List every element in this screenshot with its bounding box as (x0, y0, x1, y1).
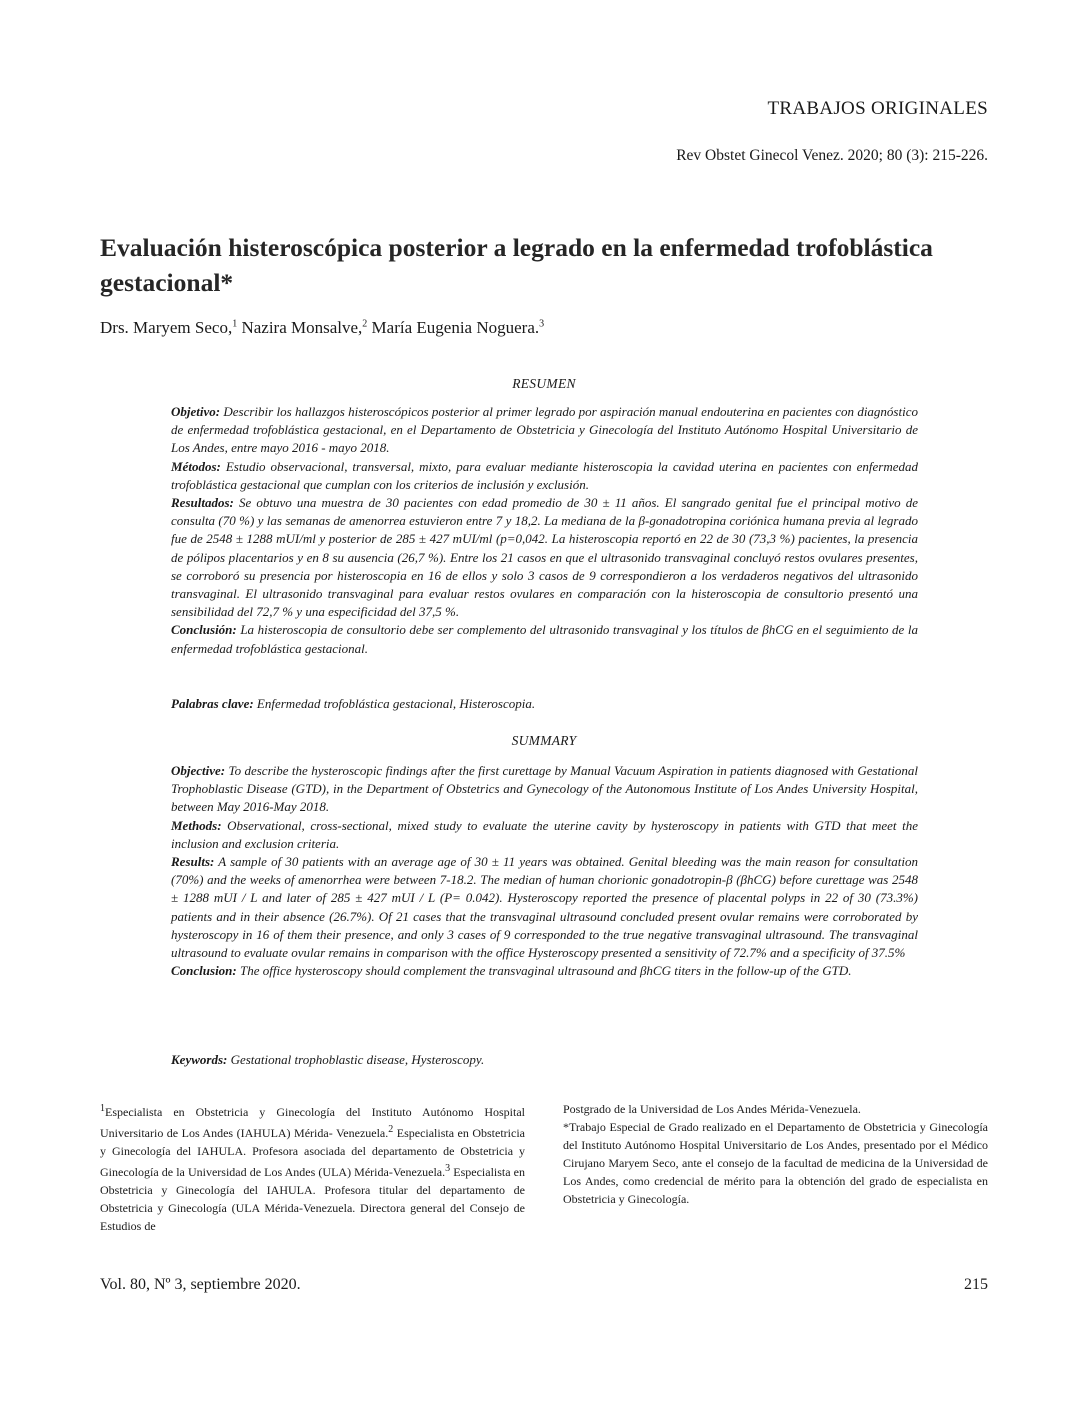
summary-results-label: Results: (171, 854, 215, 870)
author-3-affiliation: 3 (539, 318, 545, 330)
resumen-abstract (171, 403, 918, 658)
resumen-conclusion-label: Conclusión: (171, 622, 237, 638)
resumen-resultados (171, 494, 918, 621)
resumen-resultados-text: Se obtuvo una muestra de 30 pacientes con edad promedio de 30 ± 11 años. El sangrado genital fue el principal motivo de consulta (70 %) y las semanas de amenorrea estuvieron entre 7 y 18,2. La mediana de la β-gonadotropina coriónica humana previa al legrado fue de 2548 ± 1288 mUI/ml y posterior de 285 ± 427 mUI/ml (p=0,042. La histeroscopia reportó en 22 de 30 (73,3 %) pacientes, la presencia de pólipos placentarios y en 8 su ausencia (26,7 %). Entre los 21 casos en que el ultrasonido transvaginal concluyó restos ovulares presentes, se corroboró su presencia por histeroscopia en 16 de ellos y solo 3 casos de 9 correspondieron a los verdaderos negativos del ultrasonido transvaginal. El ultrasonido transvaginal para evaluar restos ovulares en comparación con la histeroscopia de consultorio presentó una sensibilidad del 72,7 % y una especificidad del 37,5 %. (171, 495, 918, 620)
footnote-thesis-note: *Trabajo Especial de Grado realizado en el Departamento de Obstetricia y Ginecología del Instituto Autónomo Hospital Universitario de Los Andes, presentado por el Médico Cirujano Maryem Seco, ante el consejo de la facultad de medicina de la Universidad de Los Andes, como credencial de mérito para la obtención del grado de especialista en Obstetricia y Ginecología. (563, 1120, 988, 1206)
resumen-metodos-text: Estudio observacional, transversal, mixto, para evaluar mediante histeroscopia la cavidad uterina en pacientes con enfermedad trofoblástica gestacional que cumplan con los criterios de inclusión y exclusión. (171, 458, 918, 492)
article-title: Evaluación histeroscópica posterior a legrado en la enfermedad trofoblástica gestacional* (100, 233, 933, 297)
footnote-mark-3: 3 (445, 1163, 451, 1174)
summary-objective-text: To describe the hysteroscopic findings after the first curettage by Manual Vacuum Aspiration in patients diagnosed with Gestational Trophoblastic Disease (GTD), in the Department of Obstetrics and Gynecology of the Autonomous Institute of Los Andes University Hospital, between May 2016-May 2018. (171, 763, 918, 815)
author-3: María Eugenia Noguera. (367, 318, 540, 337)
summary-objective (171, 762, 918, 817)
keywords-label: Keywords: (171, 1052, 228, 1067)
palabras-clave-label: Palabras clave: (171, 696, 254, 711)
footnote-affiliation-2: Especialista en Obstetricia y Ginecología del IAHULA. Profesora asociada del departamento de Obstetricia y Ginecología de la Universidad de Los Andes (ULA) Mérida-Venezuela. (100, 1126, 525, 1179)
summary-conclusion-text: The office hysteroscopy should complement the transvaginal ultrasound and βhCG titers in the follow-up of the GTD. (236, 963, 852, 979)
resumen-heading: RESUMEN (512, 376, 576, 391)
resumen-objetivo (171, 403, 918, 458)
journal-citation: Rev Obstet Ginecol Venez. 2020; 80 (3): 215-226. (676, 147, 988, 164)
resumen-objetivo-label: Objetivo: (171, 404, 221, 419)
summary-results-text: A sample of 30 patients with an average age of 30 ± 11 years was obtained. Genital bleeding was the main reason for consultation (70%) and the weeks of amenorrhea were between 7-18.2. The median of human chorionic gonadotropin-β (βhCG) before curettage was 2548 ± 1288 mUI / L and later of 285 ± 427 mUI / L (P= 0.042). Hysteroscopy reported the presence of placental polyps in 22 of 30 (73.3%) patients and in their absence (26.7%). Of 21 cases that the transvaginal ultrasound concluded present ovular remains were corroborated by hysteroscopy in 16 of them their presence, and only 3 cases of 9 corresponded to the true negative transvaginal ultrasound. The transvaginal ultrasound to evaluate ovular remains in comparison with the office Hysteroscopy presented a sensitivity of 72.7% and a specificity of 37.5% (171, 854, 918, 961)
summary-methods-text: Observational, cross-sectional, mixed study to evaluate the uterine cavity by hysteroscopy in patients with GTD that meet the inclusion and exclusion criteria. (171, 817, 918, 851)
footnote-affiliation-3: Especialista en Obstetricia y Ginecología del IAHULA. Profesora titular del departamento de Obstetricia y Ginecología (ULA Mérida-Venezuela. Directora general del Consejo de Estudios de (100, 1165, 526, 1233)
summary-conclusion (171, 962, 918, 980)
summary-results (171, 853, 918, 962)
author-1: Drs. Maryem Seco, (100, 318, 233, 337)
resumen-conclusion-text: La histeroscopia de consultorio debe ser complemento del ultrasonido transvaginal y los títulos de βhCG en el seguimiento de la enfermedad trofoblástica gestacional. (171, 622, 918, 656)
footer-volume: Vol. 80, Nº 3, septiembre 2020. (100, 1276, 301, 1293)
summary-conclusion-label: Conclusion: (171, 963, 237, 979)
resumen-objetivo-text: Describir los hallazgos histeroscópicos posterior al primer legrado por aspiración manual endouterina en pacientes con diagnóstico de enfermedad trofoblástica gestacional, en el Departamento de Obstetricia y Ginecología del Instituto Autónomo Hospital Universitario de Los Andes, entre mayo 2016 - mayo 2018. (171, 404, 918, 456)
summary-methods (171, 817, 918, 853)
footnote-mark-2: 2 (388, 1124, 394, 1135)
summary-methods-label: Methods: (171, 817, 222, 833)
author-1-affiliation: 1 (232, 318, 238, 330)
resumen-metodos (171, 458, 918, 494)
section-label: TRABAJOS ORIGINALES (767, 98, 988, 119)
footnote-mark-1: 1 (100, 1103, 105, 1114)
palabras-clave (171, 695, 918, 713)
page-number: 215 (964, 1276, 988, 1293)
palabras-clave-text: Enfermedad trofoblástica gestacional, Histeroscopia. (253, 696, 536, 711)
author-list (100, 318, 544, 338)
resumen-metodos-label: Métodos: (171, 458, 221, 474)
resumen-conclusion (171, 621, 918, 657)
footnote-affiliation-1: Especialista en Obstetricia y Ginecología del Instituto Autónomo Hospital Universitario de Los Andes (IAHULA) Mérida- Venezuela. (100, 1105, 525, 1140)
footnote-affiliation-3-cont: Postgrado de la Universidad de Los Andes Mérida-Venezuela. (563, 1102, 861, 1116)
summary-objective-label: Objective: (171, 763, 226, 778)
footnote-affiliations (100, 1100, 525, 1235)
keywords-text: Gestational trophoblastic disease, Hysteroscopy. (227, 1052, 485, 1067)
author-2-affiliation: 2 (362, 318, 368, 330)
summary-heading: SUMMARY (511, 733, 577, 748)
resumen-resultados-label: Resultados: (171, 495, 234, 511)
author-2: Nazira Monsalve, (237, 318, 363, 337)
keywords (171, 1051, 918, 1069)
footnote-right-column (563, 1100, 988, 1208)
summary-abstract (171, 762, 918, 980)
